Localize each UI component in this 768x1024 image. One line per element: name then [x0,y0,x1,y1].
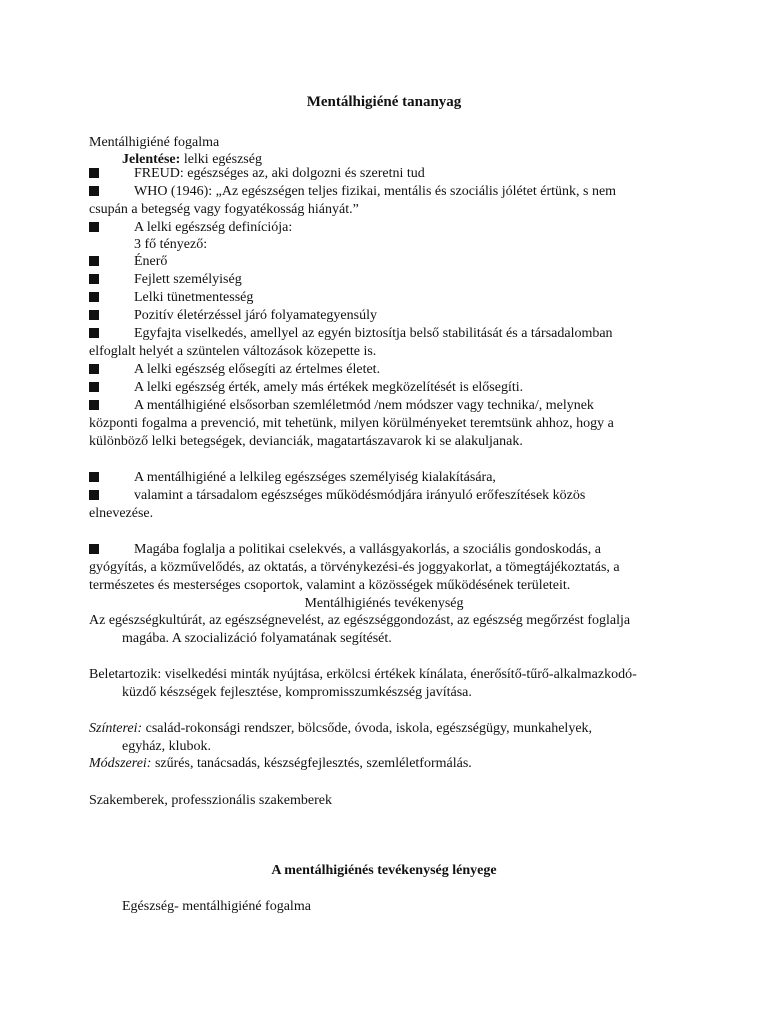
bullet-icon [89,222,99,232]
bullet-icon [89,328,99,338]
factors-intro: 3 fő tényező: [134,237,208,252]
venues-line [89,720,592,738]
list-item-continuation: gyógyítás, a közművelődés, az oktatás, a törvénykezési-és joggyakorlat, a tömegtájékoztatás, a [89,560,620,575]
bullet-icon [89,490,99,500]
section-heading: Mentálhigiéné fogalma [89,135,220,150]
bullet-icon [89,274,99,284]
paragraph-line: küzdő készségek fejlesztése, kompromisszumkészség javítása. [122,685,472,700]
list-item: valamint a társadalom egészséges működésmódjára irányuló erőfeszítések közös [134,488,586,503]
paragraph-line: magába. A szocializáció folyamatának segítését. [122,631,392,646]
list-item: A lelki egészség elősegíti az értelmes életet. [134,362,381,377]
essence-subheading: Egészség- mentálhigiéné fogalma [122,899,311,914]
list-item-continuation: központi fogalma a prevenció, mit tehetünk, milyen körülményeket teremtsünk ahhoz, hogy a [89,416,614,431]
list-item: FREUD: egészséges az, aki dolgozni és szeretni tud [134,166,425,181]
list-item: A lelki egészség definíciója: [134,220,293,235]
bullet-icon [89,168,99,178]
bullet-icon [89,364,99,374]
methods-label: Módszerei: [89,756,152,771]
bullet-icon [89,544,99,554]
venues-continuation: egyház, klubok. [122,739,212,754]
list-item: Énerő [134,254,168,269]
bullet-icon [89,382,99,392]
bullet-icon [89,256,99,266]
bullet-icon [89,472,99,482]
methods-line [89,755,472,773]
paragraph-line: Szakemberek, professzionális szakemberek [89,793,332,808]
list-item-continuation: természetes és mesterséges csoportok, valamint a közösségek működésének területeit. [89,578,571,593]
venues-label: Színterei: [89,721,143,736]
list-item-continuation: különböző lelki betegségek, devianciák, magatartászavarok ki se alakuljanak. [89,434,523,449]
list-item-continuation: elnevezése. [89,506,154,521]
methods-text: szűrés, tanácsadás, készségfejlesztés, szemléletformálás. [151,756,472,771]
list-item-continuation: csupán a betegség vagy fogyatékosság hiányát.” [89,202,359,217]
list-item: A mentálhigiéné a lelkileg egészséges személyiség kialakítására, [134,470,496,485]
list-item: Magába foglalja a politikai cselekvés, a vallásgyakorlás, a szociális gondoskodás, a [134,542,601,557]
bullet-icon [89,186,99,196]
paragraph-line: Beletartozik: viselkedési minták nyújtása, erkölcsi értékek kínálata, énerősítő-tűrő-alkalmazkodó- [89,667,637,682]
venues-text: család-rokonsági rendszer, bölcsőde, óvoda, iskola, egészségügy, munkahelyek, [142,721,593,736]
list-item: A lelki egészség érték, amely más értékek megközelítését is elősegíti. [134,380,524,395]
meaning-text: lelki egészség [180,152,262,167]
list-item: Egyfajta viselkedés, amellyel az egyén biztosítja belső stabilitását és a társadalomban [134,326,613,341]
list-item: Lelki tünetmentesség [134,290,254,305]
bullet-icon [89,292,99,302]
page-title: Mentálhigiéné tananyag [306,94,462,110]
list-item-continuation: elfoglalt helyét a szüntelen változások közepette is. [89,344,377,359]
list-item: Pozitív életérzéssel járó folyamategyensúly [134,308,377,323]
bullet-icon [89,310,99,320]
essence-heading: A mentálhigiénés tevékenység lényege [271,863,497,878]
list-item: WHO (1946): „Az egészségen teljes fizikai, mentális és szociális jólétet értünk, s nem [134,184,617,199]
list-item: Fejlett személyiség [134,272,242,287]
meaning-label: Jelentése: [122,152,181,167]
list-item: A mentálhigiéné elsősorban szemléletmód /nem módszer vagy technika/, melynek [134,398,594,413]
paragraph-line: Az egészségkultúrát, az egészségnevelést, az egészséggondozást, az egészség megőrzést foglalja [89,613,631,628]
bullet-icon [89,400,99,410]
activity-heading: Mentálhigiénés tevékenység [304,596,464,611]
